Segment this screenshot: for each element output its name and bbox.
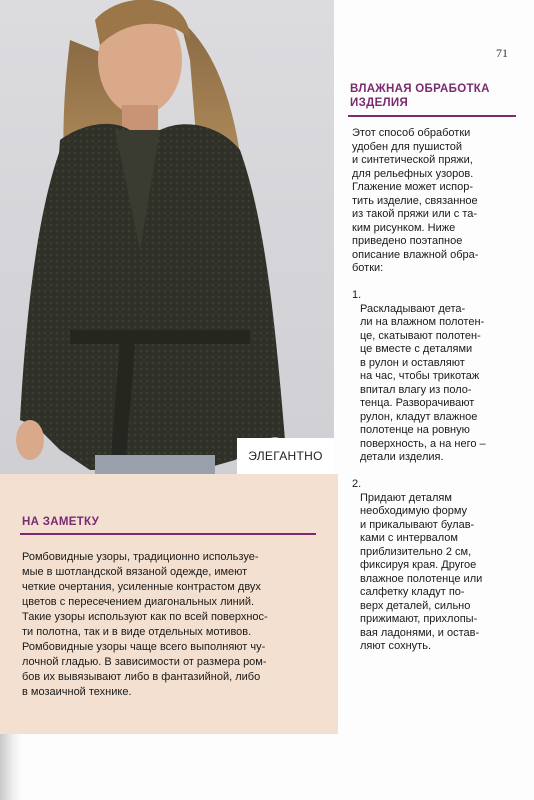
woman-in-jacket-illustration [0,0,334,474]
step-text: Раскладывают дета- ли на влажном полотен- це, скатывают полотен- це вместе с деталями в рулон и оставляют на час, чтобы трикотаж впитал влагу из поло- тенца. Разворачивают рулон, кладут влажное полотенце на ровную поверхность, а на него – детали изделия. [360,302,486,463]
page-number: 71 [496,46,508,60]
note-divider [20,533,316,535]
step-1 [352,276,508,465]
left-hand [16,420,44,460]
intro-paragraph: Этот способ обработки удобен для пушистой и синтетической пряжи, для рельефных узоров. Глажение может испор- тить изделие, связанное из такой пряжи или с та- ким рисунком. Ниже приведено поэтапное описание влажной обра- ботки: [352,127,479,274]
wet-finishing-column [338,82,508,654]
note-heading: НА ЗАМЕТКУ [22,516,100,528]
step-2 [352,465,508,654]
section-heading: ВЛАЖНАЯ ОБРАБОТКА ИЗДЕЛИЯ [350,83,490,109]
step-text: Придают деталям необходимую форму и прикалывают булав- ками с интервалом приблизительно 2 см, фиксируя края. Другое влажное полотенце или салфетку кладут по- верх деталей, сильно прижимают, прихлопы- вая ладонями, и остав- ляют сохнуть. [360,491,483,652]
step-number: 2. [352,478,362,490]
photo-caption: ЭЛЕГАНТНО [237,438,334,474]
trousers [95,455,215,474]
note-paragraph: Ромбовидные узоры, традиционно используе- мые в шотландской вязаной одежде, имеют четкие очертания, усиленные контрастом двух цветов с пересечением диагональных линий. Такие узоры используют как по всей поверхнос- ти полотна, так и в виде отдельных мотивов. Ромбовидные узоры чаще всего выполняют чу- лочной гладью. В зависимости от размера ром- бов их вывязывают либо в фантазийной, либо в мозаичной технике. [22,551,268,698]
step-number: 1. [352,289,362,301]
heading-divider [348,115,516,117]
fashion-photo [0,0,334,474]
belt [70,330,250,344]
